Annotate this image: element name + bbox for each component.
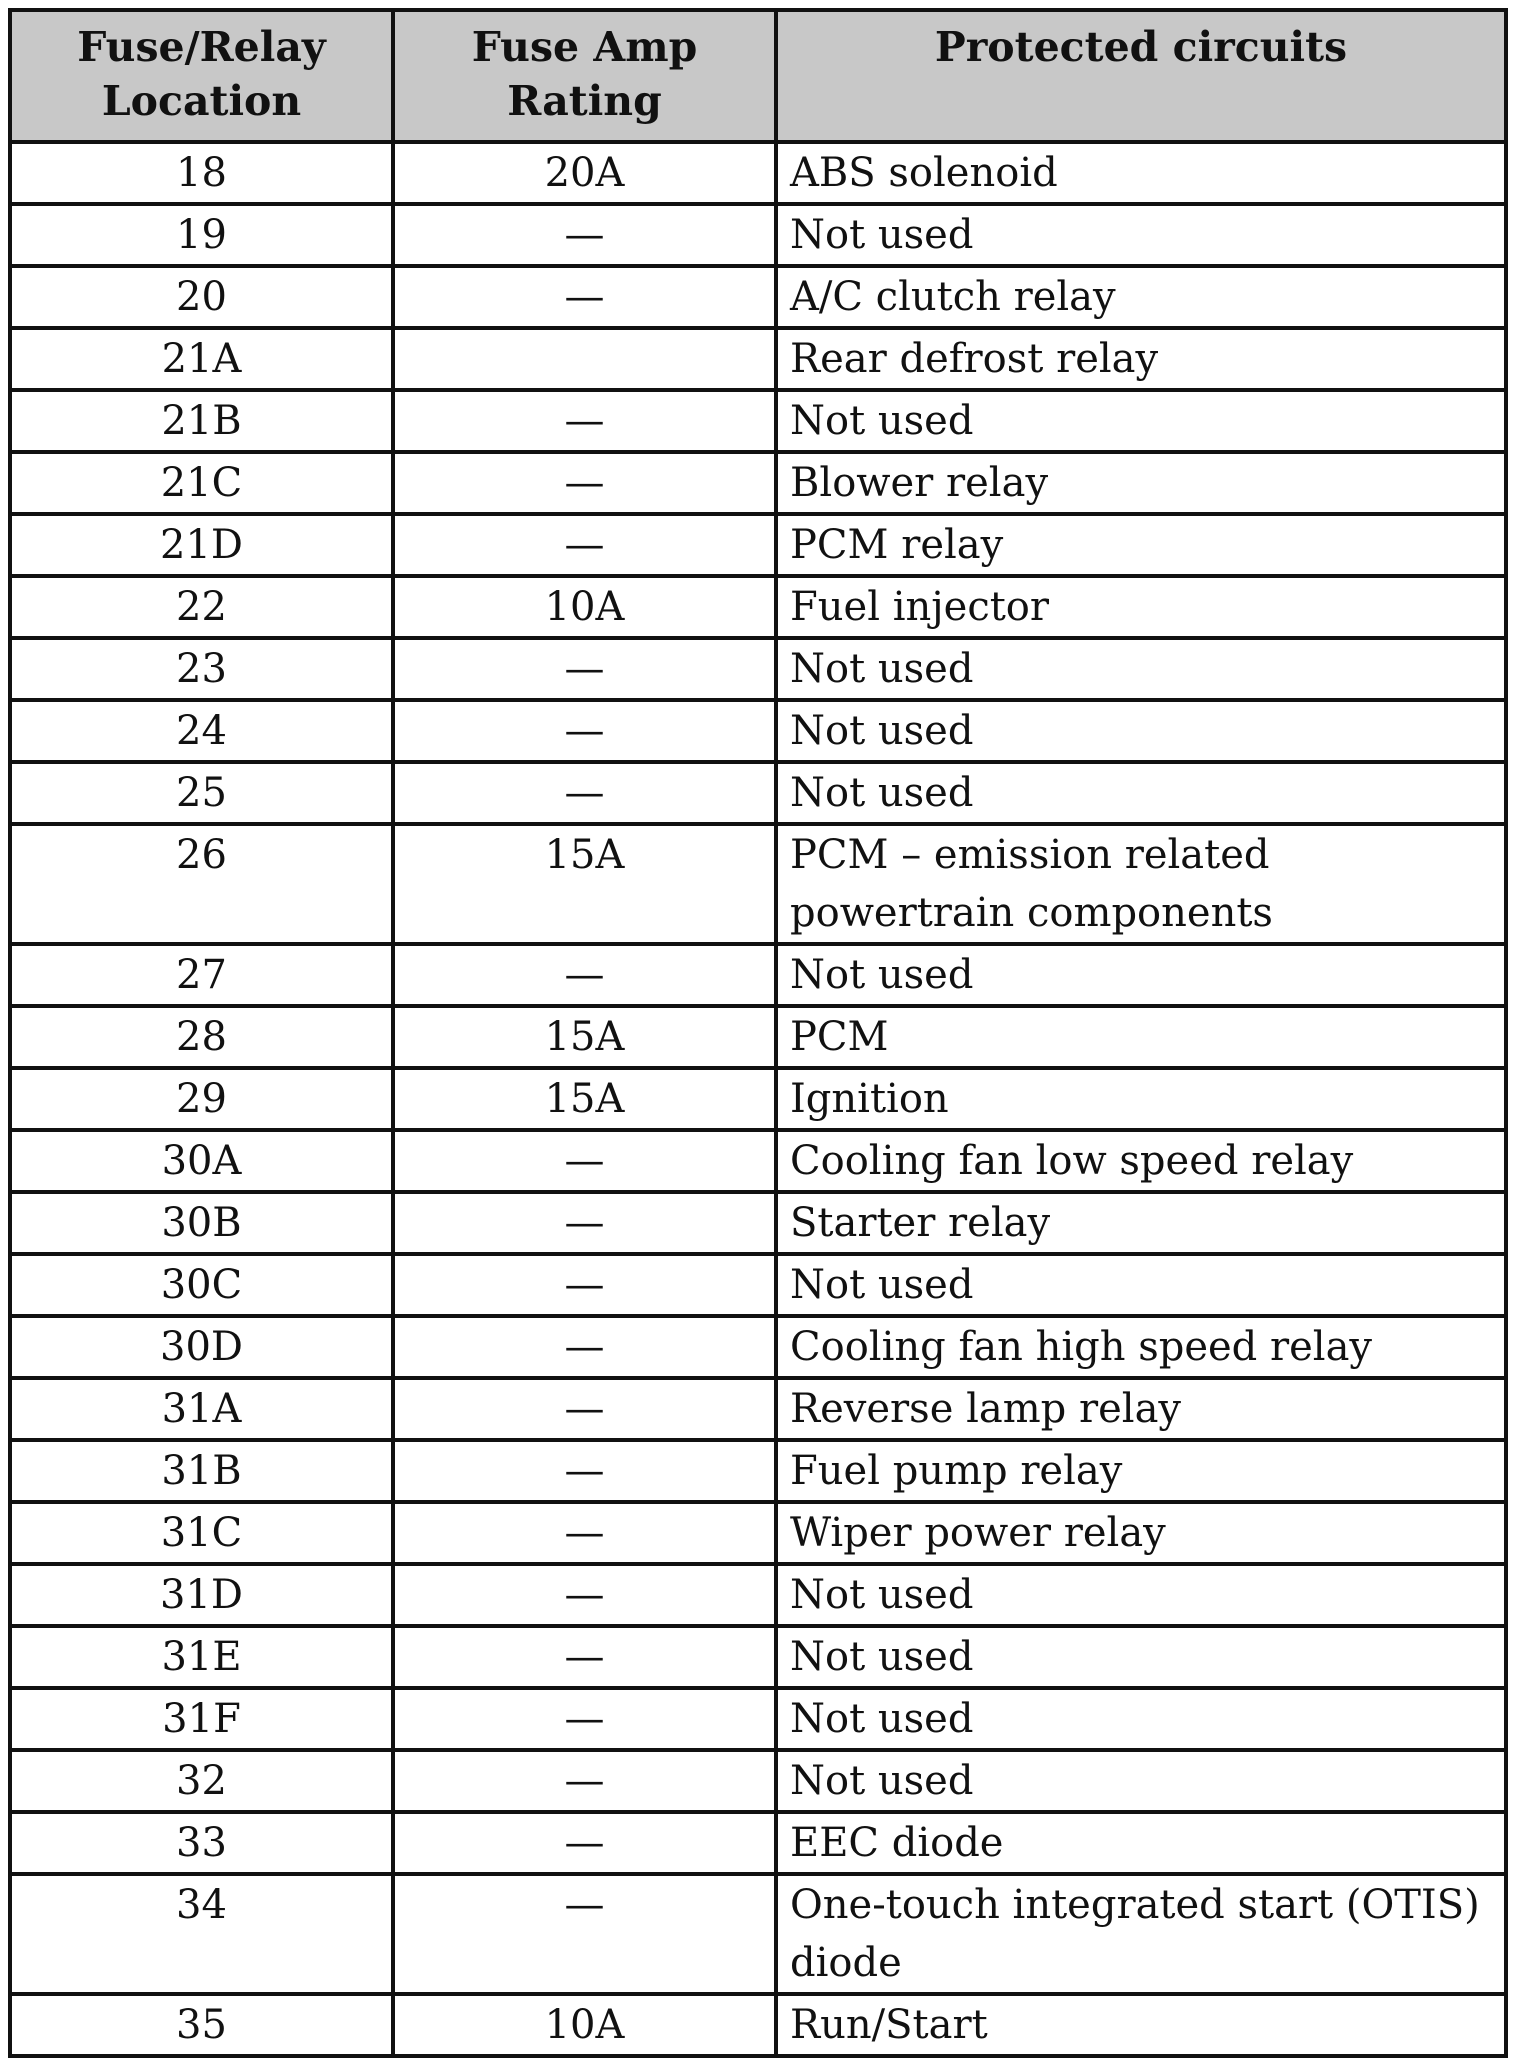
cell-protected-circuit: Not used: [776, 1564, 1506, 1626]
table-row: [10, 1688, 1506, 1750]
table-header-row: [10, 10, 1506, 142]
table-row: [10, 514, 1506, 576]
cell-location: 30C: [10, 1254, 393, 1316]
cell-protected-circuit: Wiper power relay: [776, 1502, 1506, 1564]
cell-location: 33: [10, 1812, 393, 1874]
cell-location: 30B: [10, 1192, 393, 1254]
cell-protected-circuit: Not used: [776, 390, 1506, 452]
cell-amp-rating: —: [393, 452, 776, 514]
cell-location: 31C: [10, 1502, 393, 1564]
cell-location: 21A: [10, 328, 393, 390]
cell-protected-circuit: Starter relay: [776, 1192, 1506, 1254]
cell-amp-rating: —: [393, 1812, 776, 1874]
cell-amp-rating: 15A: [393, 1068, 776, 1130]
table-row: [10, 1316, 1506, 1378]
cell-amp-rating: —: [393, 1564, 776, 1626]
cell-protected-circuit: PCM – emission related powertrain components: [776, 824, 1506, 944]
table-row: [10, 1812, 1506, 1874]
cell-protected-circuit: Reverse lamp relay: [776, 1378, 1506, 1440]
cell-location: 30D: [10, 1316, 393, 1378]
cell-amp-rating: —: [393, 204, 776, 266]
cell-amp-rating: —: [393, 762, 776, 824]
header-protected-circuits: Protected circuits: [776, 10, 1506, 142]
table-row: [10, 1068, 1506, 1130]
table-row: [10, 576, 1506, 638]
table-row: [10, 1192, 1506, 1254]
table-row: [10, 1994, 1506, 2056]
cell-location: 21B: [10, 390, 393, 452]
table-row: [10, 824, 1506, 944]
cell-location: 21C: [10, 452, 393, 514]
table-row: [10, 1502, 1506, 1564]
cell-location: 31B: [10, 1440, 393, 1502]
cell-protected-circuit: Fuel injector: [776, 576, 1506, 638]
cell-location: 27: [10, 944, 393, 1006]
cell-protected-circuit: EEC diode: [776, 1812, 1506, 1874]
cell-protected-circuit: Not used: [776, 944, 1506, 1006]
table-row: [10, 142, 1506, 204]
cell-amp-rating: —: [393, 1750, 776, 1812]
table-row: [10, 1626, 1506, 1688]
cell-amp-rating: —: [393, 1192, 776, 1254]
table-row: [10, 1874, 1506, 1994]
cell-amp-rating: [393, 328, 776, 390]
cell-location: 31A: [10, 1378, 393, 1440]
table-row: [10, 762, 1506, 824]
cell-amp-rating: —: [393, 266, 776, 328]
cell-location: 30A: [10, 1130, 393, 1192]
cell-location: 21D: [10, 514, 393, 576]
cell-location: 35: [10, 1994, 393, 2056]
cell-protected-circuit: PCM: [776, 1006, 1506, 1068]
cell-protected-circuit: Rear defrost relay: [776, 328, 1506, 390]
table-row: [10, 1440, 1506, 1502]
cell-protected-circuit: Not used: [776, 1688, 1506, 1750]
cell-protected-circuit: Fuel pump relay: [776, 1440, 1506, 1502]
cell-location: 31F: [10, 1688, 393, 1750]
cell-location: 23: [10, 638, 393, 700]
cell-amp-rating: —: [393, 390, 776, 452]
cell-protected-circuit: PCM relay: [776, 514, 1506, 576]
table-row: [10, 700, 1506, 762]
table-row: [10, 452, 1506, 514]
cell-location: 19: [10, 204, 393, 266]
cell-amp-rating: —: [393, 1378, 776, 1440]
cell-amp-rating: —: [393, 1874, 776, 1994]
cell-amp-rating: —: [393, 1130, 776, 1192]
cell-protected-circuit: One-touch integrated start (OTIS) diode: [776, 1874, 1506, 1994]
table-row: [10, 1006, 1506, 1068]
cell-location: 20: [10, 266, 393, 328]
cell-amp-rating: —: [393, 1688, 776, 1750]
cell-amp-rating: 10A: [393, 576, 776, 638]
cell-location: 31D: [10, 1564, 393, 1626]
cell-protected-circuit: Not used: [776, 762, 1506, 824]
cell-amp-rating: —: [393, 1254, 776, 1316]
cell-protected-circuit: Blower relay: [776, 452, 1506, 514]
cell-protected-circuit: Run/Start: [776, 1994, 1506, 2056]
table-row: [10, 1564, 1506, 1626]
cell-amp-rating: —: [393, 1316, 776, 1378]
table-row: [10, 638, 1506, 700]
header-amp-rating: Fuse Amp Rating: [393, 10, 776, 142]
cell-location: 24: [10, 700, 393, 762]
cell-location: 18: [10, 142, 393, 204]
cell-amp-rating: 15A: [393, 824, 776, 944]
cell-location: 29: [10, 1068, 393, 1130]
table-row: [10, 1254, 1506, 1316]
cell-amp-rating: —: [393, 514, 776, 576]
cell-location: 31E: [10, 1626, 393, 1688]
table-row: [10, 266, 1506, 328]
cell-amp-rating: —: [393, 1502, 776, 1564]
cell-location: 34: [10, 1874, 393, 1994]
cell-protected-circuit: Cooling fan low speed relay: [776, 1130, 1506, 1192]
cell-protected-circuit: Not used: [776, 1626, 1506, 1688]
cell-protected-circuit: ABS solenoid: [776, 142, 1506, 204]
cell-amp-rating: 10A: [393, 1994, 776, 2056]
cell-protected-circuit: A/C clutch relay: [776, 266, 1506, 328]
cell-location: 22: [10, 576, 393, 638]
cell-amp-rating: 15A: [393, 1006, 776, 1068]
cell-location: 28: [10, 1006, 393, 1068]
cell-amp-rating: —: [393, 1626, 776, 1688]
cell-amp-rating: —: [393, 1440, 776, 1502]
cell-location: 25: [10, 762, 393, 824]
cell-protected-circuit: Not used: [776, 700, 1506, 762]
cell-amp-rating: —: [393, 944, 776, 1006]
table-row: [10, 204, 1506, 266]
cell-protected-circuit: Not used: [776, 638, 1506, 700]
cell-location: 32: [10, 1750, 393, 1812]
cell-protected-circuit: Ignition: [776, 1068, 1506, 1130]
table-row: [10, 328, 1506, 390]
cell-amp-rating: —: [393, 638, 776, 700]
cell-protected-circuit: Not used: [776, 204, 1506, 266]
cell-amp-rating: 20A: [393, 142, 776, 204]
fuse-relay-table: [8, 8, 1508, 2058]
cell-protected-circuit: Not used: [776, 1750, 1506, 1812]
header-location: Fuse/Relay Location: [10, 10, 393, 142]
table-row: [10, 1750, 1506, 1812]
cell-protected-circuit: Cooling fan high speed relay: [776, 1316, 1506, 1378]
table-row: [10, 390, 1506, 452]
cell-location: 26: [10, 824, 393, 944]
cell-protected-circuit: Not used: [776, 1254, 1506, 1316]
table-row: [10, 1378, 1506, 1440]
table-row: [10, 1130, 1506, 1192]
cell-amp-rating: —: [393, 700, 776, 762]
table-row: [10, 944, 1506, 1006]
